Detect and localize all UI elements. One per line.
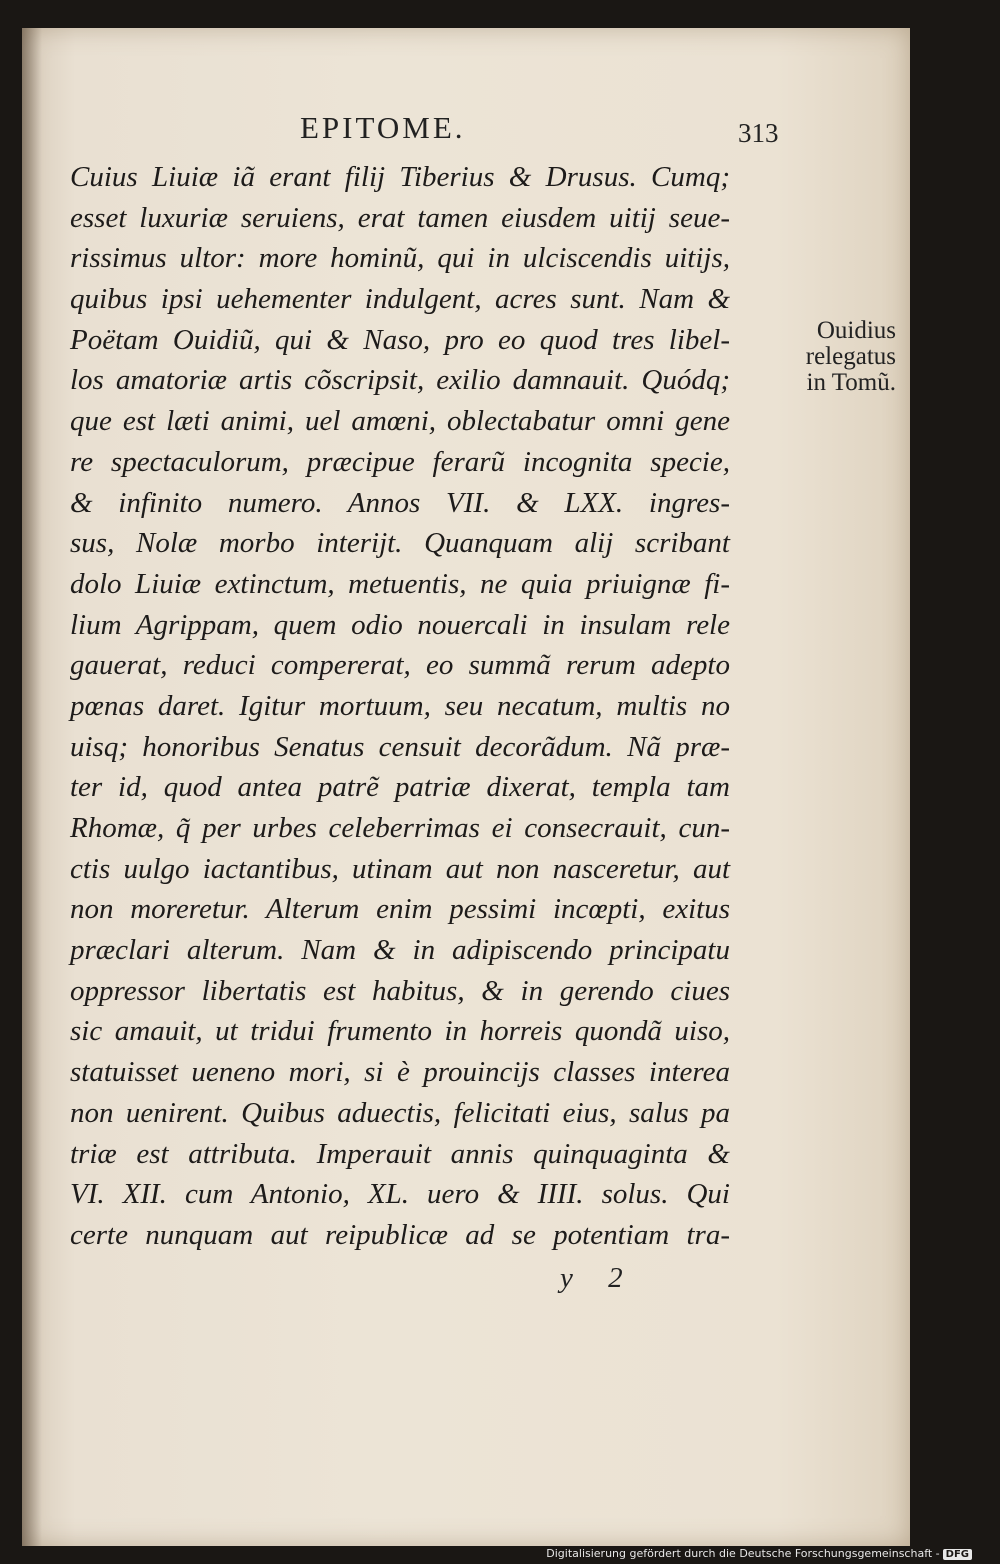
text-line: sus, Nolæ morbo interijt. Quanquam alij scribant — [70, 527, 730, 560]
page-gutter-shadow — [22, 28, 42, 1546]
text-line: dolo Liuiæ extinctum, metuentis, ne quia priuignæ fi- — [70, 567, 730, 600]
signature-mark: y 2 — [560, 1262, 637, 1294]
text-line: præclari alterum. Nam & in adipiscendo principatu — [70, 934, 730, 967]
text-line: esset luxuriæ seruiens, erat tamen eiusdem uitij seue- — [70, 201, 730, 234]
page-number: 313 — [738, 118, 779, 148]
text-line: non moreretur. Alterum enim pessimi incœpti, exitus — [70, 893, 730, 926]
text-line: Cuius Liuiæ iã erant filij Tiberius & Drusus. Cumq; — [70, 161, 730, 193]
text-line: lium Agrippam, quem odio nouercali in insulam rele — [70, 608, 730, 641]
marginal-note-line: Ouidius — [816, 317, 896, 344]
text-line: Rhomæ, q̃ per urbes celeberrimas ei consecrauit, cun- — [70, 812, 730, 844]
text-line: quibus ipsi uehementer indulgent, acres sunt. Nam & — [70, 283, 730, 316]
text-line: statuisset ueneno mori, si è prouincijs classes interea — [70, 1056, 730, 1089]
text-line: ter id, quod antea patrẽ patriæ dixerat, templa tam — [70, 771, 730, 804]
text-line: Poëtam Ouidiũ, qui & Naso, pro eo quod tres libel- — [70, 323, 730, 356]
text-line: VI. XII. cum Antonio, XL. uero & IIII. solus. Qui — [70, 1178, 730, 1211]
running-title: EPITOME. — [300, 110, 466, 145]
text-line: pœnas daret. Igitur mortuum, seu necatum, multis no — [70, 689, 730, 722]
body-text — [70, 157, 730, 1256]
text-line: rissimus ultor: more hominũ, qui in ulciscendis uitijs, — [70, 242, 730, 275]
credit-text: Digitalisierung gefördert durch die Deutsche Forschungsgemeinschaft - — [546, 1547, 940, 1560]
text-line: los amatoriæ artis cõscripsit, exilio damnauit. Quódq; — [70, 364, 730, 397]
dfg-logo: DFG — [943, 1549, 972, 1560]
text-line: sic amauit, ut tridui frumento in horreis quondã uiso, — [70, 1015, 730, 1048]
marginal-note — [746, 318, 896, 396]
marginal-note-line: relegatus — [805, 343, 896, 370]
text-line: certe nunquam aut reipublicæ ad se potentiam tra- — [70, 1218, 730, 1251]
text-line: uisq; honoribus Senatus censuit decorãdum. Nã præ- — [70, 730, 730, 763]
text-line: triæ est attributa. Imperauit annis quinquaginta & — [70, 1137, 730, 1170]
text-line: non uenirent. Quibus aduectis, felicitati eius, salus pa — [70, 1096, 730, 1129]
marginal-note-line: in Tomũ. — [806, 369, 896, 396]
text-line: oppressor libertatis est habitus, & in gerendo ciues — [70, 974, 730, 1007]
text-line: ctis uulgo iactantibus, utinam aut non nasceretur, aut — [70, 852, 730, 885]
text-line: re spectaculorum, præcipue ferarũ incognita specie, — [70, 445, 730, 478]
text-line: gauerat, reduci compererat, eo summã rerum adepto — [70, 649, 730, 682]
text-line: & infinito numero. Annos VII. & LXX. ingres- — [70, 486, 730, 519]
text-line: que est læti animi, uel amœni, oblectabatur omni gene — [70, 405, 730, 438]
digitization-credit — [546, 1547, 972, 1560]
